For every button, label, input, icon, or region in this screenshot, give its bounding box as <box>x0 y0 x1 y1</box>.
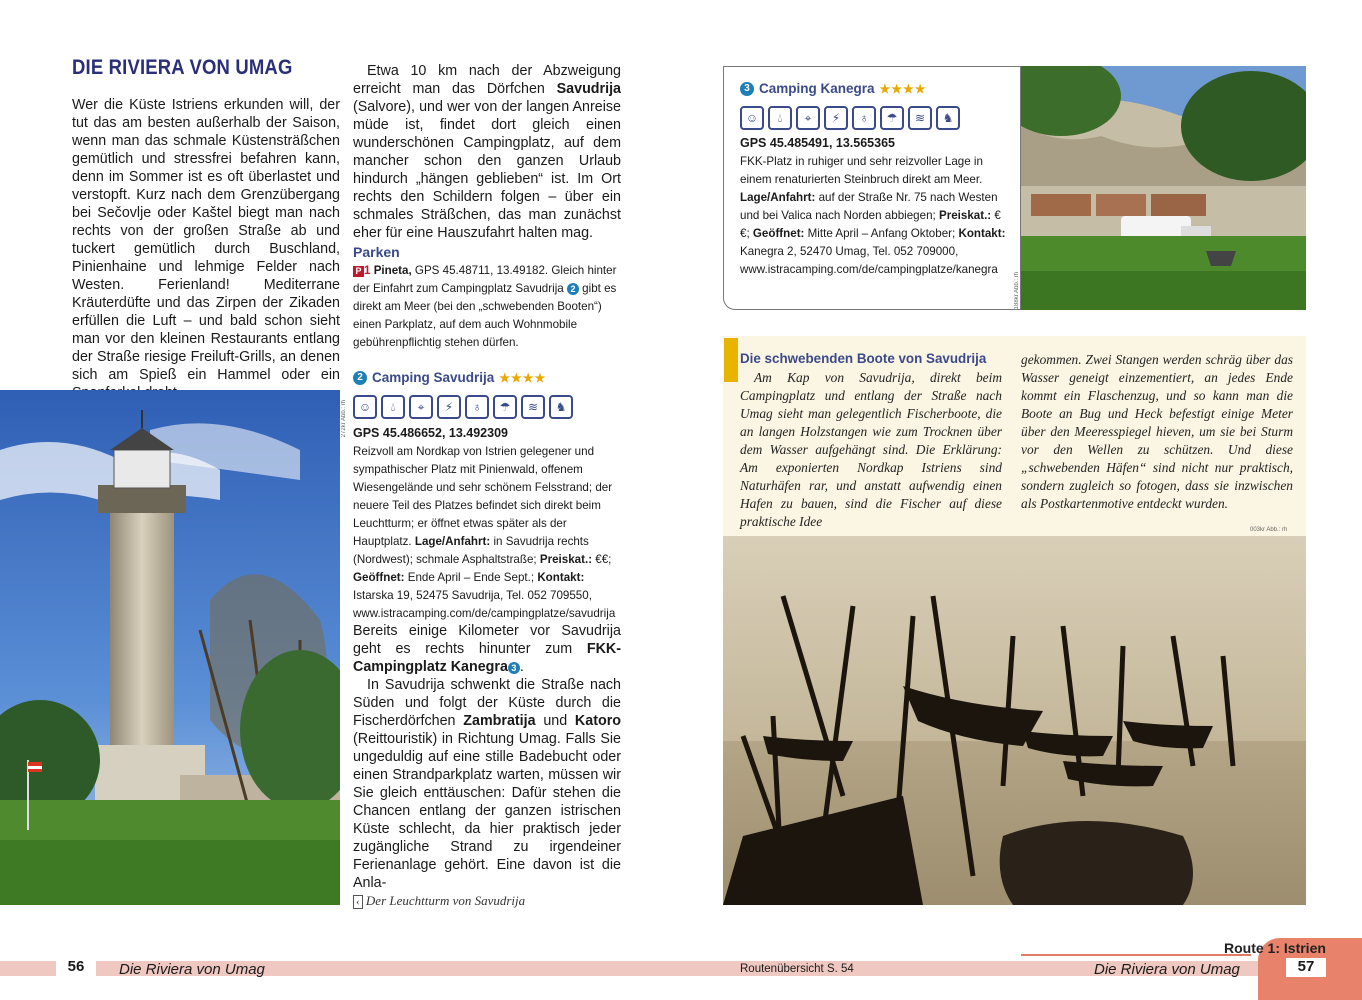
kanegra-photo <box>1021 66 1306 310</box>
parken-heading: Parken <box>353 244 400 260</box>
water-drop-icon: 💧︎ <box>381 395 405 419</box>
caption-arrow-icon: ‹ <box>353 895 363 909</box>
boats-photo <box>723 536 1306 905</box>
amenity-icons-savudrija <box>353 395 573 419</box>
electricity-icon: ⚡︎ <box>824 106 848 130</box>
footer-title-right: Die Riviera von Umag <box>1094 961 1240 978</box>
wifi-icon: ≋ <box>521 395 545 419</box>
camp-kanegra-text: GPS 45.485491, 13.565365 FKK-Platz in ruhiger und sehr reizvoller Lage in einem renaturierten Steinbruch direkt am Meer. Lage/Anfahrt: auf der Straße Nr. 75 nach Westen und bei Valica nach Norden abbiegen; Preiskat.: €€; Geöffnet: Mitte April – Anfang Oktober; Kontakt: Kanegra 2, 52470 Umag, Tel. 052 709000, www.istracamping.com/de/campingplatze/kanegra <box>740 136 1006 276</box>
dog-icon: ♞ <box>936 106 960 130</box>
shower-icon: ☂ <box>493 395 517 419</box>
camp-savudrija-text: GPS 45.486652, 13.492309 Reizvoll am Nordkap von Istrien gelegener und sympathischer Platz mit Pinienwald, offenem Wiesengelände und sehr schönem Felsstrand; der neuere Teil des Platzes befindet sich direkt beim Leuchtturm; er öffnet etwas später als der Hauptplatz. Lage/Anfahrt: in Savudrija rechts (Nordwest); schmale Asphaltstraße; Preiskat.: €€; Geöffnet: Ende April – Ende Sept.; Kontakt: Istarska 19, 52475 Savudrija, Tel. 052 709550, www.istracamping.com/de/campingplatze/savudrija <box>353 426 616 620</box>
footer-route: Route 1: Istrien <box>1224 940 1326 956</box>
photo-credit: 272kr Abb.: rh <box>341 400 347 438</box>
footer-rule <box>1021 954 1251 956</box>
intro-paragraph: Wer die Küste Istriens erkunden will, der tut das am besten außerhalb der Saison, wenn man das schmale Küstensträßchen gemütlich und stressfrei befahren kann, denn im Sommer ist es oft überlastet und verstopft. Kurz nach dem Grenzübergang bei Sečovlje oder Kaštel biegt man nach rechts von der großen Straße ab und tuckert gemütlich durch Buschland, Pinienhaine und lehmige Felder nach Westen. Ferienland! Mediterrane Kräuterdüfte und das Zirpen der Zikaden erfüllen die Luft – und bald schon sieht man vor den kleinen Restaurants entlang der Straße riesige Freiluft-Grills, an denen sich am Spieß ein Hammel oder ein <box>72 97 340 383</box>
rating-stars: ★★★★ <box>879 81 927 96</box>
page-title: DIE RIVIERA VON UMAG <box>72 56 293 79</box>
dog-icon: ♞ <box>549 395 573 419</box>
info-box-title: Die schwebenden Boote von Savudrija <box>740 351 987 366</box>
location-pin-icon: ⌖ <box>409 395 433 419</box>
camp-kanegra-heading: 3 Camping Kanegra ★★★★ <box>740 81 927 96</box>
photo-credit: 003kr Abb.: rh <box>1250 527 1288 533</box>
rating-stars: ★★★★ <box>499 370 547 385</box>
info-box-col1: Am Kap von Savudrija, direkt beim Campingplatz und entlang der Straße nach Umag sieht man gelegentlich Fischerboote, die an langen Holzstangen wie zum Trocknen über dem Wasser aufgehängt sind. Die Erklärung: Am exponierten Nordkap Istriens sind Naturhäfen rar, und anstatt aufwendig einen Hafen zu bauen, sind die Fischer auf diese praktische Idee <box>740 370 1002 529</box>
location-pin-icon: ⌖ <box>796 106 820 130</box>
wc-icon: ♁ <box>852 106 876 130</box>
electricity-icon: ⚡︎ <box>437 395 461 419</box>
lighthouse-photo <box>0 390 340 905</box>
amenity-icons-kanegra <box>740 106 960 130</box>
photo-caption: ‹ Der Leuchtturm von Savudrija <box>353 893 525 909</box>
paragraph-umag: In Savudrija schwenkt die Straße nach Süden und folgt der Küste durch die Fischerdörfchen Zambratija und Katoro (Reittouristik) in Richtung Umag. Falls Sie ungeduldig auf eine stille Badebucht oder einen Strandparkplatz warten, müssen wir Sie gleich enttäuschen: Dafür stehen die Chancen entlang der ganzen istrischen Küste schlecht, da hier praktisch jeder zugängliche Strand zu irgendeiner Ferienanlage gehört. Eine davon ist die Anla- <box>353 677 621 891</box>
paragraph-savudrija: Etwa 10 km nach der Abzweigung erreicht man das Dörfchen Savudrija (Salvore), und wer von der langen Anreise müde ist, findet dort gleich einen wunderschönen Campingplatz, auf dem mancher schon den ganzen Urlaub hindurch „hängen geblieben“ ist. Im Ort rechts den Schildern folgen – über ein schmales Sträßchen, das man zunächst eher für eine Hauszufahrt halten mag. <box>353 63 621 241</box>
footer-overview: Routenübersicht S. 54 <box>740 963 854 975</box>
shower-icon: ☂ <box>880 106 904 130</box>
paragraph-kanegra: Bereits einige Kilometer vor Savudrija geht es rechts hinunter zum FKK-Campingplatz Kanegra 3 . <box>353 623 621 675</box>
footer-title-left: Die Riviera von Umag <box>119 961 265 978</box>
info-box-accent <box>724 338 738 382</box>
camp-savudrija-heading: 2 Camping Savudrija ★★★★ <box>353 370 546 385</box>
wc-icon: ♁ <box>465 395 489 419</box>
page-number-left: 56 <box>56 958 96 977</box>
photo-credit: 188kr Abb.: rh <box>1014 272 1020 310</box>
parking-icon: P <box>353 266 364 277</box>
water-drop-icon: 💧︎ <box>768 106 792 130</box>
toilet-icon: ☺ <box>740 106 764 130</box>
info-box-col2: gekommen. Zwei Stangen werden schräg über das Wasser geneigt einzementiert, an jedes Ende kommt ein Flaschenzug, und so kann man die Boote an Bug und Heck befestigt einige Meter über den Meeresspiegel hieven, um sie bei Sturm vor den Wellen zu schützen. Und diese „schwebenden Häfen“ sind nicht nur praktisch, sondern zugleich so fotogen, dass sie inzwischen als Postkartenmotive entdeckt wurden. <box>1021 352 1293 511</box>
wifi-icon: ≋ <box>908 106 932 130</box>
toilet-icon: ☺ <box>353 395 377 419</box>
page-number-right: 57 <box>1286 958 1326 977</box>
parken-entry: P 1 Pineta, GPS 45.48711, 13.49182. Gleich hinter der Einfahrt zum Campingplatz Savudrija 2 gibt es direkt am Meer (bei den „schwebenden Booten“) einen Parkplatz, auf dem auch Wohnmobile gebührenpflichtig stehen dürfen. <box>353 264 617 349</box>
